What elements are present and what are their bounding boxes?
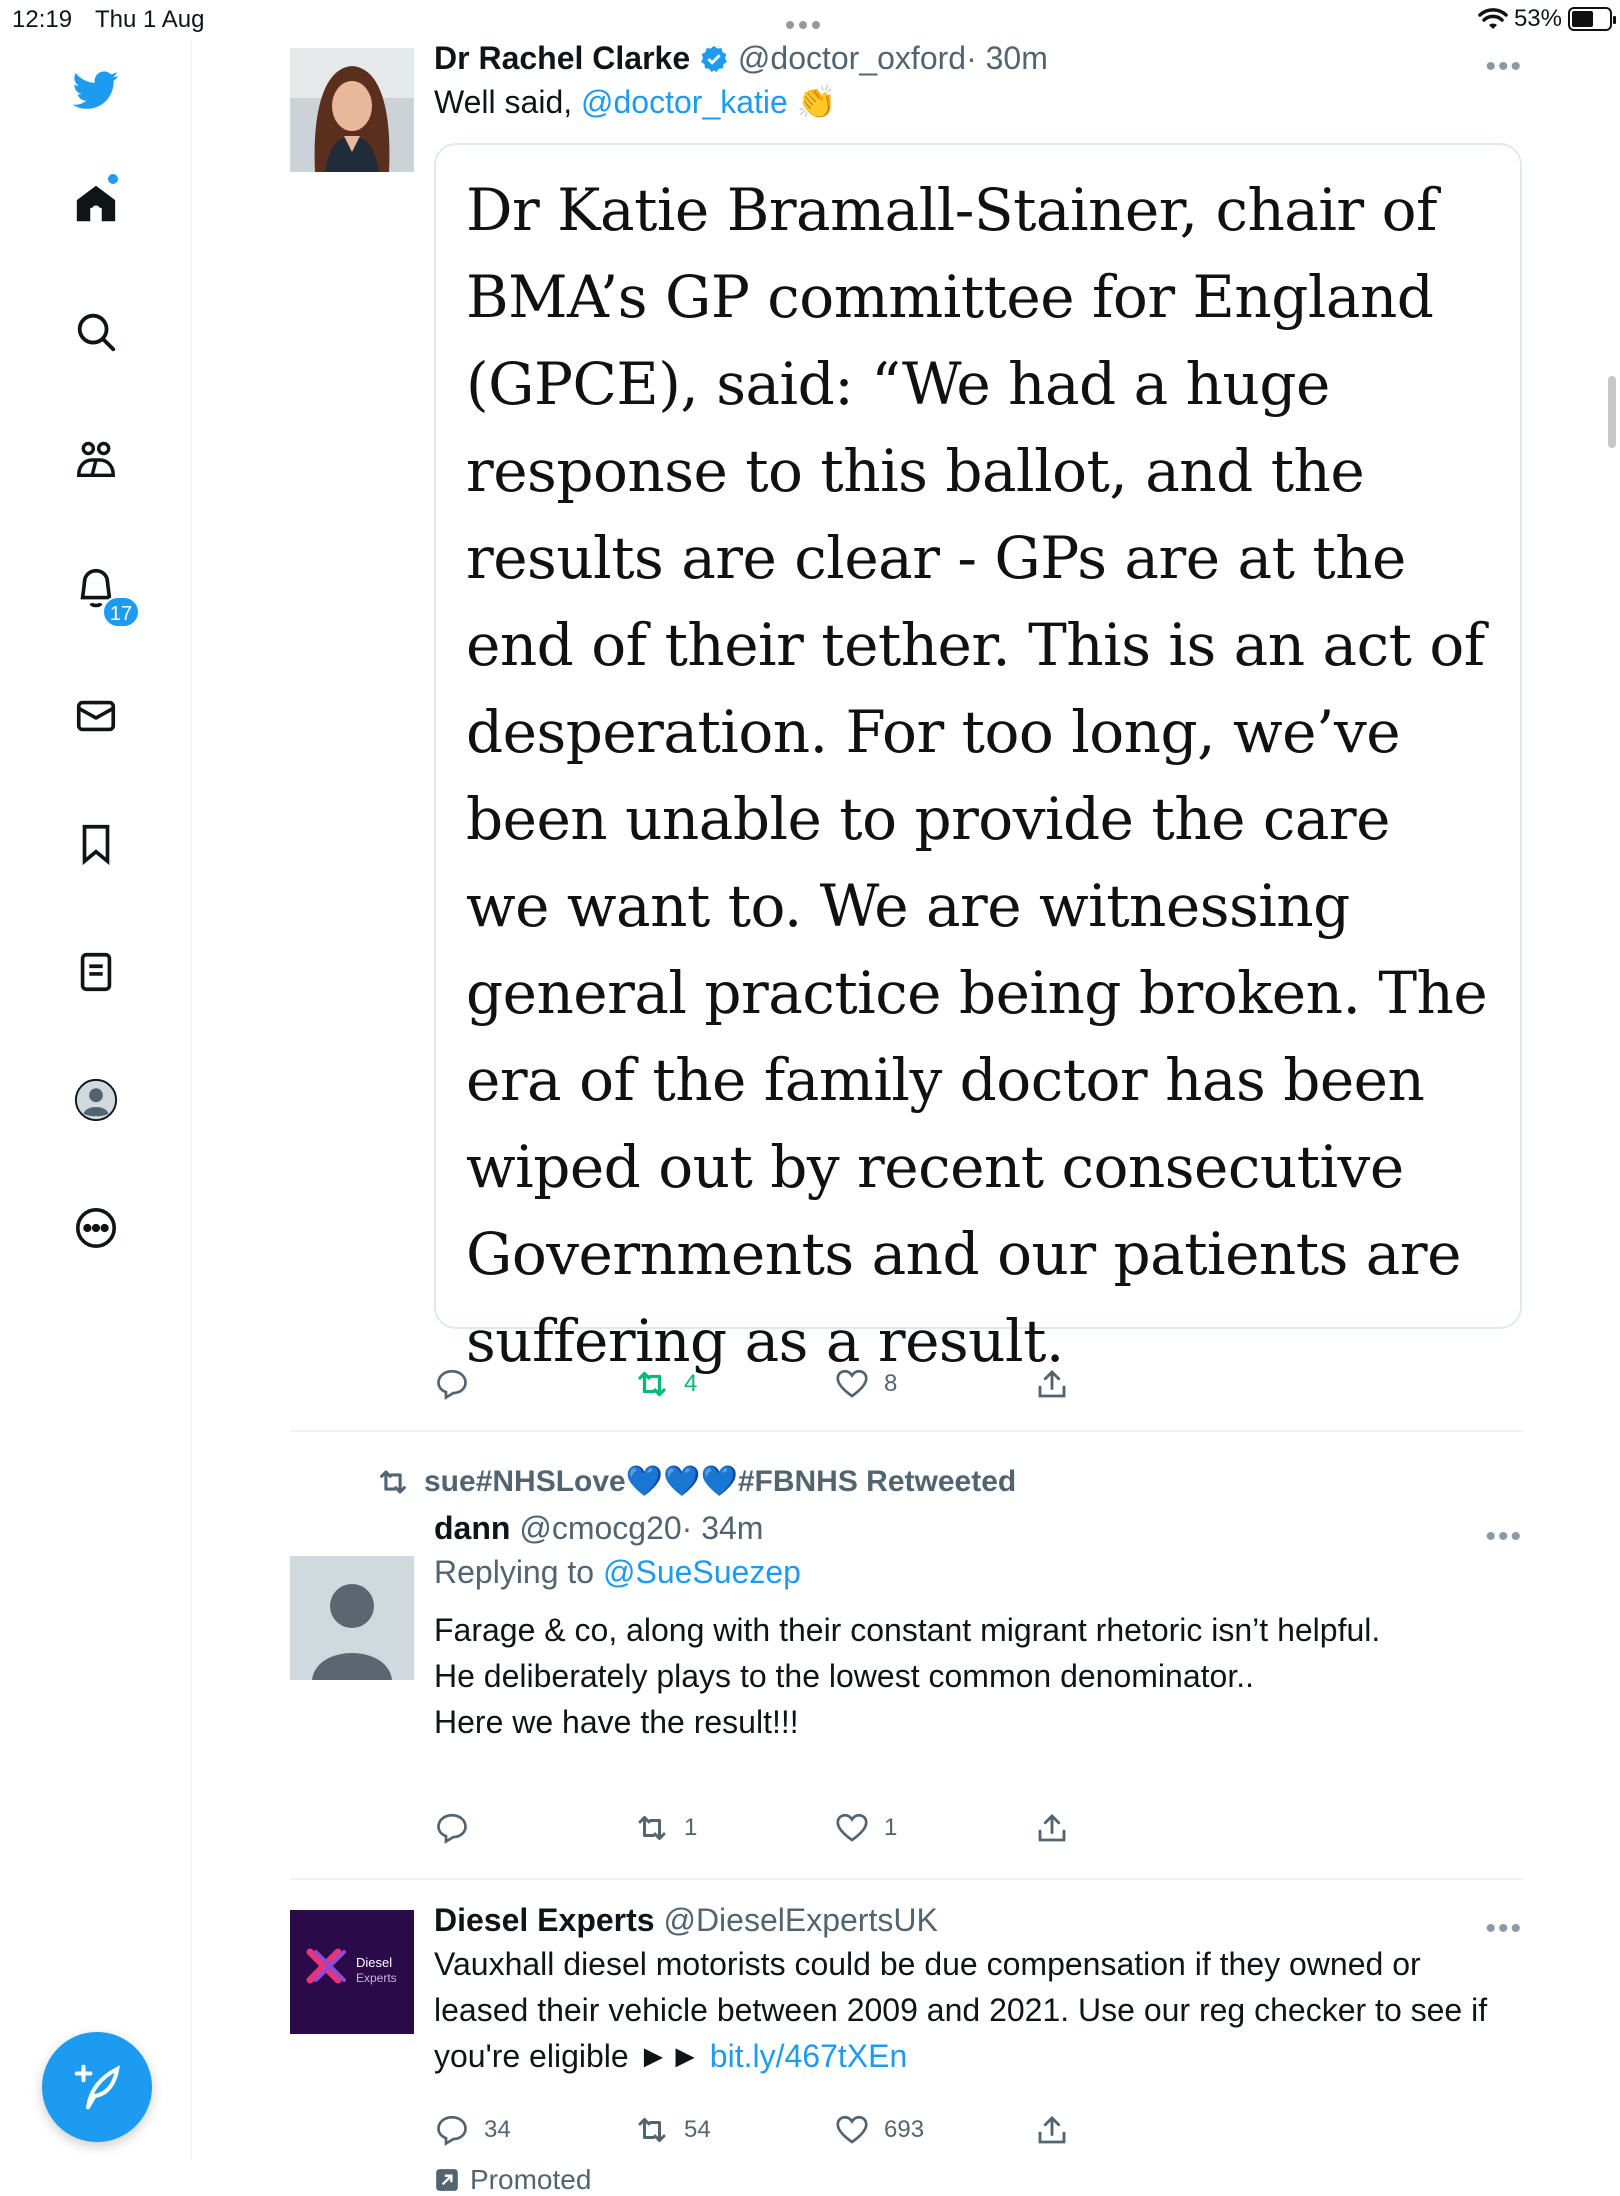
tweet[interactable] [290,1464,1523,1864]
sidebar-nav [0,40,192,2160]
retweet-icon [634,1366,670,1402]
communities-icon[interactable] [70,434,122,486]
reply-icon [434,1366,470,1402]
tweet-text-prefix: Well said, [434,84,582,120]
heart-icon [834,1366,870,1402]
tweet-text-body: Vauxhall diesel motorists could be due compensation if they owned or leased their vehicle between 2009 and 2021. Use our reg checker to see if you're eligible ►► [434,1946,1488,2074]
compose-button[interactable] [42,2032,152,2142]
share-icon [1034,1810,1070,1846]
reply-button[interactable] [434,1810,634,1846]
avatar-brand-text: Experts [356,1971,397,1985]
retweeter-name[interactable]: sue#NHSLove [424,1465,626,1498]
clap-emoji: 👏 [796,84,837,120]
retweeted-by-label [376,1464,1016,1499]
tweet-actions [434,1810,1114,1846]
like-button[interactable] [834,1366,1034,1402]
tweet-text-line: Here we have the result!!! [434,1704,799,1740]
avatar-brand-text: Diesel [356,1955,393,1970]
tweet-actions [434,2112,1114,2148]
tweet-text [434,1941,1514,2079]
share-icon [1034,1366,1070,1402]
more-options-icon[interactable]: ••• [1485,1520,1523,1553]
retweet-button[interactable] [634,1810,834,1846]
replying-to-link[interactable]: @SueSuezep [602,1554,801,1590]
heart-icon [834,1810,870,1846]
author-handle[interactable]: @doctor_oxford [737,40,967,76]
retweet-button[interactable] [634,1366,834,1402]
like-button[interactable] [834,1810,1034,1846]
tweet-time[interactable]: · 34m [681,1510,764,1546]
blue-hearts: 💙💙💙 [625,1465,738,1498]
reply-icon [434,2112,470,2148]
retweet-count: 1 [684,1814,698,1841]
home-new-indicator [108,174,118,184]
share-button[interactable] [1034,1366,1094,1402]
author-name[interactable]: Dr Rachel Clarke [434,40,691,76]
reply-button[interactable] [434,2112,634,2148]
promo-link[interactable]: bit.ly/467tXEn [709,2038,908,2074]
retweet-button[interactable] [634,2112,834,2148]
more-circle-icon[interactable] [70,1202,122,1254]
promoted-text: Promoted [470,2164,592,2195]
author-name[interactable]: dann [434,1510,511,1546]
reply-count: 34 [484,2116,511,2143]
replying-label: Replying to [434,1554,603,1590]
retweet-icon [634,2112,670,2148]
more-options-icon[interactable]: ••• [1485,50,1523,83]
profile-icon[interactable] [70,1074,122,1126]
like-count: 1 [884,1814,898,1841]
avatar[interactable] [290,1910,414,2034]
like-button[interactable] [834,2112,1034,2148]
author-handle[interactable]: @cmocg20 [519,1510,682,1546]
share-button[interactable] [1034,2112,1094,2148]
retweet-count: 4 [684,1370,698,1397]
battery-percent: 53% [1513,5,1562,32]
twitter-logo-icon[interactable] [70,64,122,116]
heart-icon [834,2112,870,2148]
status-right [1478,5,1612,33]
share-button[interactable] [1034,1810,1094,1846]
multitask-dots[interactable] [786,8,825,36]
tweet-text [434,79,1523,125]
list-icon[interactable] [70,946,122,998]
avatar[interactable] [290,1556,414,1680]
tweet-text-line: He deliberately plays to the lowest common denominator.. [434,1658,1254,1694]
retweet-count: 54 [684,2116,711,2143]
quote-image-card[interactable] [434,143,1522,1375]
replying-to [434,1549,1523,1595]
status-date: Thu 1 Aug [95,6,205,33]
avatar[interactable] [290,48,414,172]
quote-text: Dr Katie Bramall-Stainer, chair of BMA’s GP committee for England (GPCE), said: “We had a huge response to this ballot, and the results are clear - GPs are at the end of their tether. This is an act of desperation. For too long, we’ve been unable to provide the care we want to. We are witnessing general practice being broken. The era of the family doctor has been wiped out by recent consecutive Governments and our patients are suffering as a result. [466,176,1488,1375]
status-time: 12:19 [12,6,73,33]
search-icon[interactable] [70,306,122,358]
battery-icon [1568,7,1612,31]
tweet-divider [290,1878,1523,1880]
mail-icon[interactable] [70,690,122,742]
like-count: 8 [884,1370,898,1397]
tweet-text [434,1607,1523,1745]
tweet[interactable] [290,40,1523,1432]
reply-button[interactable] [434,1366,634,1402]
mention-link[interactable]: @doctor_katie [581,84,788,120]
scrollbar[interactable] [1608,376,1616,448]
tweet-header [434,1902,1523,1939]
retweeted-suffix: #FBNHS Retweeted [737,1465,1017,1498]
more-options-icon[interactable]: ••• [1485,1912,1523,1945]
share-icon [1034,2112,1070,2148]
reply-icon [434,1810,470,1846]
like-count: 693 [884,2116,925,2143]
tweet-header [434,1510,1523,1547]
home-icon[interactable] [70,178,122,230]
tweet-actions [434,1366,1114,1402]
notification-badge: 17 [102,596,140,628]
tweet-divider [290,1430,1523,1432]
compose-icon [70,2060,124,2114]
tweet-header [434,40,1523,77]
promoted-icon [434,2167,460,2193]
author-name[interactable]: Diesel Experts [434,1902,655,1938]
tweet-time[interactable]: · 30m [966,40,1048,76]
bookmark-icon[interactable] [70,818,122,870]
retweet-icon [634,1810,670,1846]
retweet-icon [376,1465,410,1499]
promoted-tweet[interactable] [290,1902,1523,2195]
tweet-text-line: Farage & co, along with their constant migrant rhetoric isn’t helpful. [434,1612,1381,1648]
verified-badge-icon [699,44,729,74]
wifi-icon [1478,7,1508,31]
author-handle[interactable]: @DieselExpertsUK [663,1902,938,1938]
status-bar [0,0,1620,40]
promoted-label [434,2164,591,2196]
